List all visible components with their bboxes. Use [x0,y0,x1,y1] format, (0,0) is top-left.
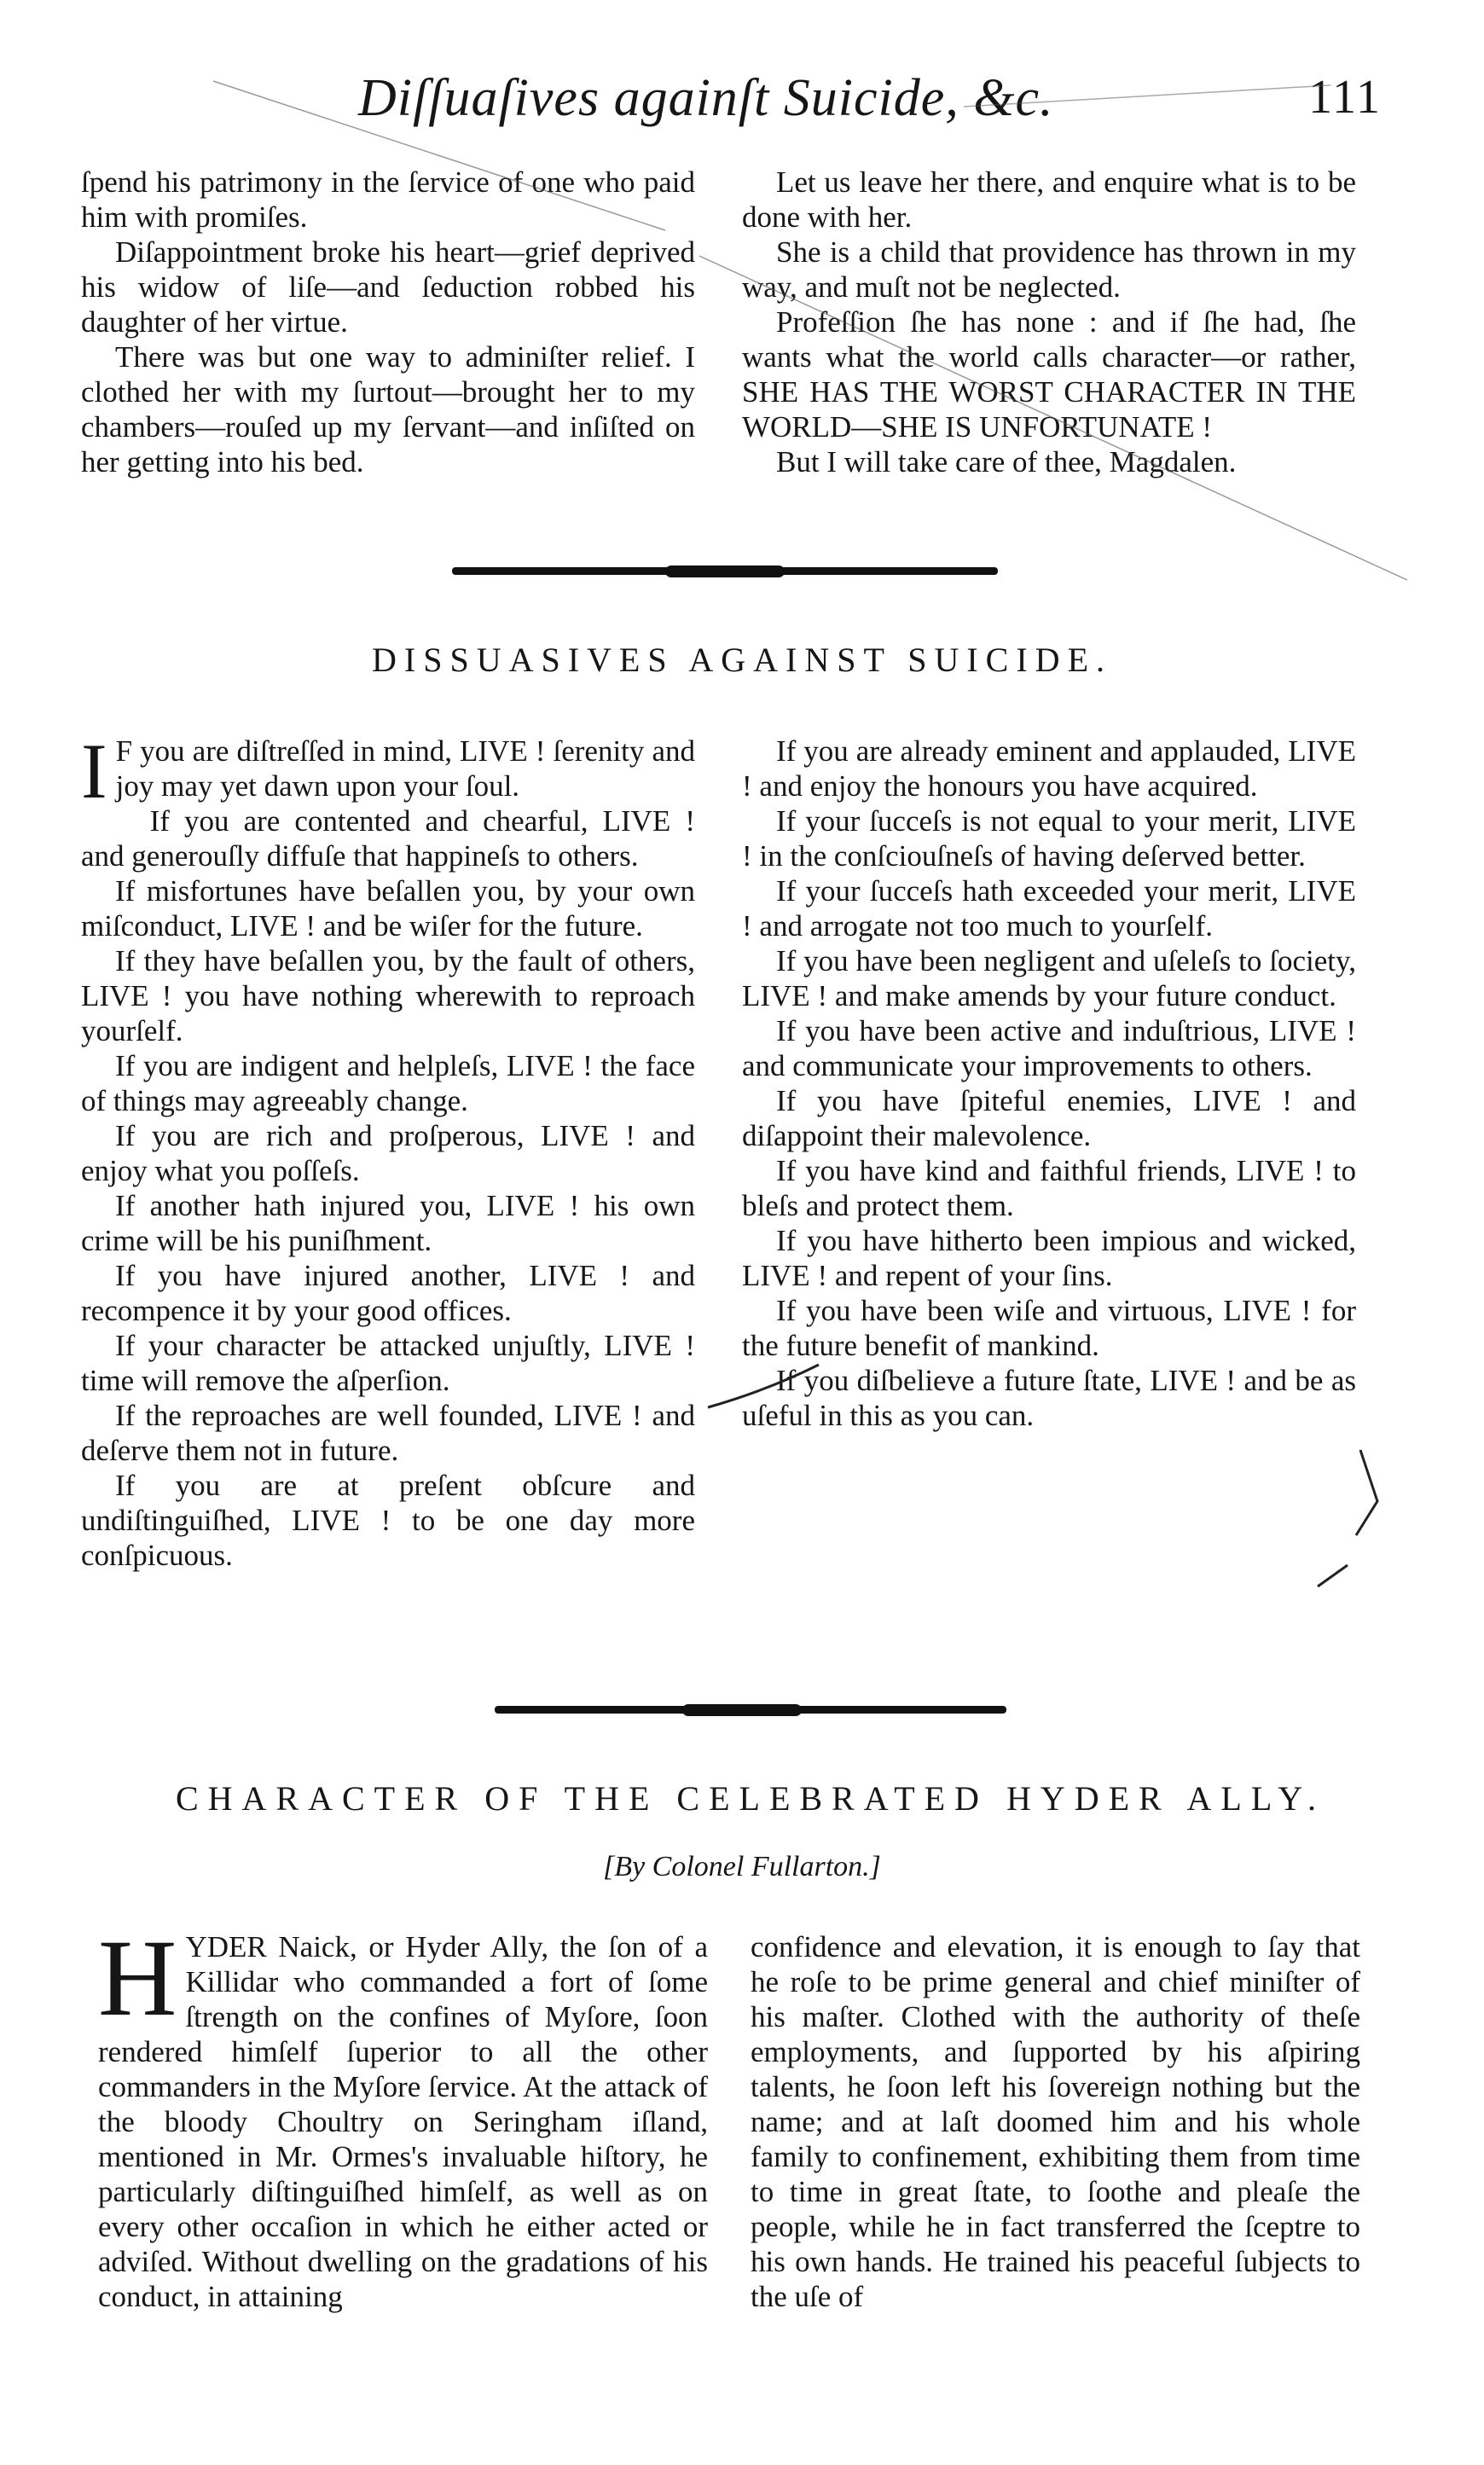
paragraph: But I will take care of thee, Magdalen. [776,445,1237,478]
paragraph: If another hath injured you, LIVE ! his own crime will be his puniſhment. [81,1189,695,1257]
paragraph: If you are contented and chearful, LIVE ! and generouſly diffuſe that happineſs to others. [81,804,695,873]
byline: [By Colonel Fullarton.] [603,1851,881,1882]
scan-line [964,85,1330,107]
pen-stroke [1318,1565,1348,1586]
paragraph: Let us leave her there, and enquire what is to be done with her. [742,165,1356,234]
paragraph-text: YDER Naick, or Hyder Ally, the ſon of a Killidar who commanded a fort of ſome ſtrength on the confines of Myſore, ſoon rendered himſelf ſuperior to all the other commanders in the Myſore ſervice. At the attack of the bloody Choultry on Seringham iſland, mentioned in Mr. Ormes's invaluable hiſtory, he particularly diſtinguiſhed himſelf, as well as on every other occaſion in which he either acted or adviſed. Without dwelling on the gradations of his conduct, in attaining [98,1930,708,2313]
paragraph: If you are rich and proſperous, LIVE ! and enjoy what you poſſeſs. [81,1119,695,1187]
paragraph: If misfortunes have beſallen you, by your own miſconduct, LIVE ! and be wiſer for the future. [81,874,695,942]
paragraph: She is a child that providence has thrown in my way, and muſt not be neglected. [742,235,1356,304]
scan-line [699,256,1407,580]
section-heading-dissuasives: DISSUASIVES AGAINST SUICIDE. [372,641,1112,679]
paragraph: If you have injured another, LIVE ! and recompence it by your good offices. [81,1259,695,1327]
pen-stroke [708,1365,819,1407]
paragraph: If you are at preſent obſcure and undiſtinguiſhed, LIVE ! to be one day more conſpicuous. [81,1469,695,1572]
pen-stroke [1356,1450,1377,1535]
paragraph: If you have been wiſe and virtuous, LIVE ! for the future benefit of mankind. [742,1294,1356,1362]
section-heading-hyder-ally: CHARACTER OF THE CELEBRATED HYDER ALLY. [175,1779,1325,1818]
scan-line [213,81,665,230]
paragraph: If you are indigent and helpleſs, LIVE ! the face of things may agreeably change. [81,1049,695,1117]
paragraph-text: F you are diſtreſſed in mind, LIVE ! ſerenity and joy may yet dawn upon your ſoul. [115,734,695,803]
paragraph: There was but one way to adminiſter relief. I clothed her with my ſurtout—brought her to my chambers—rouſed up my ſervant—and inſiſted on her getting into his bed. [81,340,695,478]
paragraph: If you have kind and faithful friends, LIVE ! to bleſs and protect them. [742,1154,1356,1222]
drop-cap: I [81,728,107,815]
paragraph: confidence and elevation, it is enough to ſay that he roſe to be prime general and chief miniſter of his maſter. Clothed with the authority of theſe employments, and ſupported by his aſpiring talents, he ſoon left his ſovereign nothing but the name; and at laſt doomed him and his whole family to confinement, exhibiting them from time to time in great ſtate, to ſoothe and pleaſe the people, while he in fact transferred the ſceptre to his own hands. He trained his peaceful ſubjects to the uſe of [751,1930,1360,2313]
paragraph: If you have ſpiteful enemies, LIVE ! and diſappoint their malevolence. [742,1084,1356,1152]
page-number: 111 [1308,71,1382,124]
paragraph: Profeſſion ſhe has none : and if ſhe had, ſhe wants what the world calls character—or rather, SHE HAS THE WORST CHARACTER IN THE WORLD—SHE IS UNFORTUNATE ! [742,305,1356,444]
paragraph: ſpend his patrimony in the ſervice of one who paid him with promiſes. [81,165,695,234]
paragraph: Diſappointment broke his heart—grief deprived his widow of liſe—and ſeduction robbed his daughter of her virtue. [81,235,695,339]
paragraph: If you diſbelieve a future ſtate, LIVE ! and be as uſeful in this as you can. [742,1364,1356,1432]
paragraph: If you are already eminent and applauded, LIVE ! and enjoy the honours you have acquired. [742,734,1356,803]
paragraph: If you have been negligent and uſeleſs to ſociety, LIVE ! and make amends by your future conduct. [742,944,1356,1012]
paragraph: If your ſucceſs is not equal to your merit, LIVE ! in the conſciouſneſs of having deſerved better. [742,804,1356,873]
paragraph: If they have beſallen you, by the fault of others, LIVE ! you have nothing wherewith to reproach yourſelf. [81,944,695,1047]
paragraph: If you have been active and induſtrious, LIVE ! and communicate your improvements to others. [742,1014,1356,1082]
paragraph: If your character be attacked unjuſtly, LIVE ! time will remove the aſperſion. [81,1329,695,1397]
drop-cap: H [98,1917,177,2039]
paragraph: If the reproaches are well founded, LIVE ! and deſerve them not in future. [81,1399,695,1467]
paragraph: If your ſucceſs hath exceeded your merit, LIVE ! and arrogate not too much to yourſelf. [742,874,1356,942]
running-title: Diſſuaſives againſt Suicide, &c. [358,69,1054,127]
paragraph: If you have hitherto been impious and wicked, LIVE ! and repent of your ſins. [742,1224,1356,1292]
